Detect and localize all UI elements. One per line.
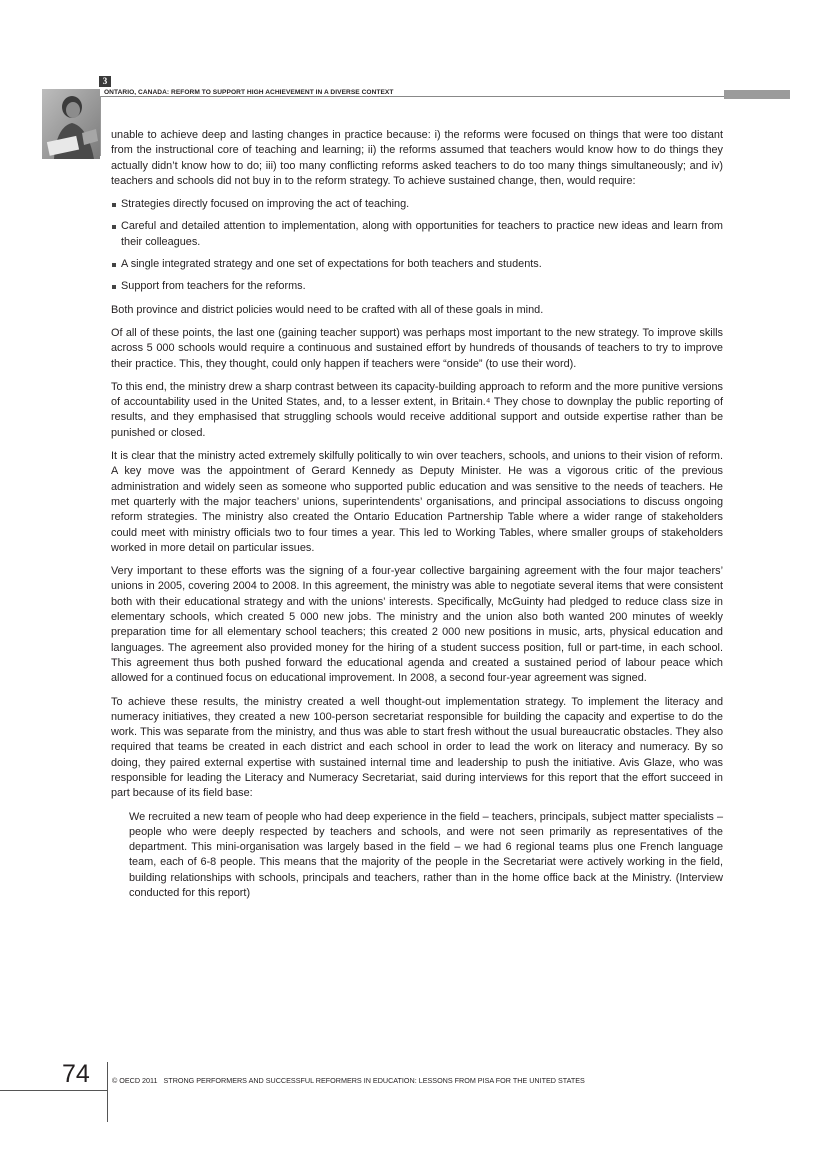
body-text: [111, 128, 723, 909]
paragraph: Very important to these efforts was the signing of a four-year collective bargaining agreement with the four major teachers’ unions in 2005, covering 2004 to 2008. In this agreement, the ministry was able to negotiate several items that were consistent both with their educational strategy and with the unions’ interests. Specifically, McGuinty had pledged to reduce class size in elementary schools, which created 5 000 new jobs. The ministry and the union also both wanted 200 minutes of weekly preparation time for all elementary school teachers; this created 2 000 new positions in music, arts, physical education and languages. The agreement also provided money for the hiring of a student success position, full or part-time, in each school. This agreement thus both pushed forward the educational agenda and created a sustained period of labour peace which allowed for a continued focus on educational improvement. In 2008, a second four-year agreement was signed.: [111, 565, 723, 685]
chapter-number-badge: 3: [99, 76, 111, 87]
paragraph: To achieve these results, the ministry created a well thought-out implementation strategy. To implement the literacy and numeracy initiatives, they created a new 100-person secretariat responsible for building the capacity and expertise to do the work. This was separate from the ministry, and thus was able to start fresh without the usual bureaucratic obstacles. They also required that teams be created in each district and each school in order to lead the work on literacy and numeracy. By so doing, they paired external expertise with sustained internal time and leadership to push the initiative. Avis Glaze, who was responsible for leading the Literacy and Numeracy Secretariat, said during interviews for this report that the effort succeed in part because of its field base:: [111, 695, 723, 800]
list-item: Strategies directly focused on improving the act of teaching.: [111, 197, 723, 212]
header-vertical-rule: [100, 96, 101, 156]
requirements-list: [111, 197, 723, 294]
page-number: 74: [62, 1060, 90, 1088]
footer-rule: [0, 1090, 108, 1091]
list-item: A single integrated strategy and one set of expectations for both teachers and students.: [111, 257, 723, 272]
header-photo: [42, 89, 100, 159]
paragraph: unable to achieve deep and lasting changes in practice because: i) the reforms were focused on things that were too distant from the instructional core of teaching and learning; ii) the reforms assumed that teachers would know how to do things they actually didn’t know how to do; iii) too many conflicting reforms asked teachers to do too many things simultaneously; and iv) teachers and schools did not buy in to the reform strategy. To achieve sustained change, then, would require:: [111, 129, 723, 187]
list-item: Support from teachers for the reforms.: [111, 279, 723, 294]
footer-text: [112, 1076, 585, 1085]
paragraph: It is clear that the ministry acted extremely skilfully politically to win over teachers, schools, and unions to their vision of reform. A key move was the appointment of Gerard Kennedy as Deputy Minister. He was a vigorous critic of the previous administration and widely seen as someone who supported public education and was sensitive to the needs of teachers. He met quarterly with the major teachers’ unions, superintendents’ organisations, and principal associations to discuss ongoing reform strategies. The ministry also created the Ontario Education Partnership Table where a wider range of stakeholders could meet with ministry officials two to four times a year. This led to Working Tables, where smaller groups of stakeholders worked in more detail on particular issues.: [111, 450, 723, 554]
running-header-title: ONTARIO, CANADA: REFORM TO SUPPORT HIGH ACHIEVEMENT IN A DIVERSE CONTEXT: [104, 89, 394, 96]
paragraph: Both province and district policies would need to be crafted with all of these goals in mind.: [111, 303, 544, 316]
header-accent-bar: [724, 90, 790, 99]
header-rule: [100, 96, 790, 97]
paragraph: Of all of these points, the last one (gaining teacher support) was perhaps most important to the new strategy. To improve skills across 5 000 schools would require a continuous and sustained effort by hundreds of thousands of teachers to try to improve their practice. This, they thought, could only happen if teachers were “onside” (to use their word).: [111, 326, 723, 370]
paragraph: To this end, the ministry drew a sharp contrast between its capacity-building approach to reform and the more punitive versions of accountability used in the United States, and, to a lesser extent, in Britain.⁴ They chose to downplay the public reporting of results, and they emphasised that struggling schools would receive additional support and outside expertise rather than be punished or closed.: [111, 380, 723, 439]
list-item: Careful and detailed attention to implementation, along with opportunities for teachers to practice new ideas and learn from their colleagues.: [111, 219, 723, 250]
footer-vertical-rule: [107, 1062, 108, 1122]
publication-title: STRONG PERFORMERS AND SUCCESSFUL REFORMERS IN EDUCATION: LESSONS FROM PISA FOR THE UNITED STATES: [163, 1076, 585, 1085]
interview-quote: We recruited a new team of people who had deep experience in the field – teachers, principals, subject matter specialists – people who were deeply respected by teachers and schools, and were not seen primarily as representatives of the department. This mini-organisation was largely based in the field – we had 6 regional teams plus one French language team, each of 6-8 people. This means that the majority of the people in the Secretariat were actively working in the field, building relationships with schools, principals and teachers, rather than in the home office back at the Ministry. (Interview conducted for this report): [129, 810, 723, 900]
copyright: © OECD 2011: [112, 1076, 158, 1085]
